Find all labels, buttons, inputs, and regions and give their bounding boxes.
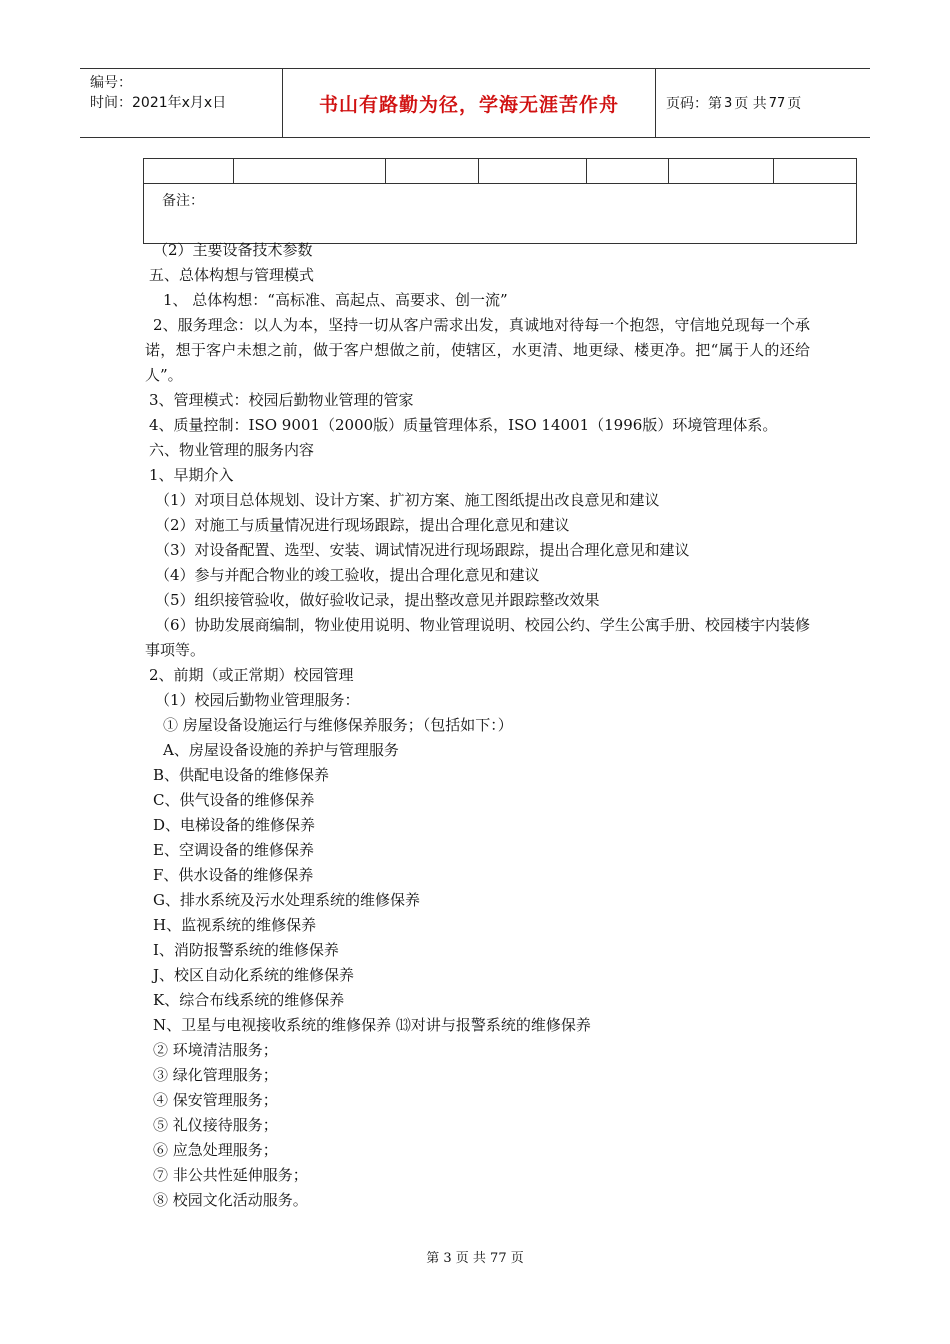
body-line: ② 环境清洁服务； (153, 1041, 278, 1059)
body-line: H、监视系统的维修保养 (153, 916, 317, 934)
equipment-table (143, 158, 857, 244)
body-line: 4、质量控制：ISO 9001（2000版）质量管理体系，ISO 14001（1996版）环境管理体系。 (149, 416, 778, 434)
body-line: （1）对项目总体规划、设计方案、扩初方案、施工图纸提出改良意见和建议 (155, 491, 660, 509)
body-line: K、综合布线系统的维修保养 (153, 991, 345, 1009)
table-cell (669, 159, 774, 184)
body-line: （1）校园后勤物业管理服务： (155, 691, 360, 709)
body-line: N、卫星与电视接收系统的维修保养 ⒀对讲与报警系统的维修保养 (153, 1016, 591, 1034)
body-line: 3、管理模式：校园后勤物业管理的管家 (149, 391, 414, 409)
table-note: 备注： (144, 184, 857, 244)
document-body (145, 238, 810, 1213)
body-line: C、供气设备的维修保养 (153, 791, 315, 809)
table-cell (144, 159, 234, 184)
body-line: ⑧ 校园文化活动服务。 (153, 1191, 308, 1209)
body-line: （4）参与并配合物业的竣工验收，提出合理化意见和建议 (155, 566, 540, 584)
body-line: 2、服务理念：以人为本，坚持一切从客户需求出发，真诚地对待每一个抱怨，守信地兑现每一个承诺，想于客户未想之前，做于客户想做之前，使辖区，水更清、地更绿、楼更净。把“属于人的还给人”。 (145, 316, 810, 384)
table-row (144, 184, 857, 244)
body-line: （5）组织接管验收，做好验收记录，提出整改意见并跟踪整改效果 (155, 591, 600, 609)
table-cell (774, 159, 857, 184)
page-suffix: 页 (787, 96, 802, 112)
table-cell (234, 159, 386, 184)
table-row (144, 159, 857, 184)
body-line: F、供水设备的维修保养 (153, 866, 314, 884)
document-number-label: 编号： (90, 75, 132, 91)
page-mid: 页 共 (734, 96, 767, 112)
body-line: ④ 保安管理服务； (153, 1091, 278, 1109)
body-line: B、供配电设备的维修保养 (153, 766, 330, 784)
page-prefix: 页码：第 (666, 96, 722, 112)
body-line: ⑤ 礼仪接待服务； (153, 1116, 278, 1134)
body-line: 五、总体构想与管理模式 (149, 266, 315, 284)
page-current: 3 (724, 95, 733, 111)
body-line: （2）对施工与质量情况进行现场跟踪，提出合理化意见和建议 (155, 516, 570, 534)
body-line: E、空调设备的维修保养 (153, 841, 314, 859)
body-line: ⑥ 应急处理服务； (153, 1141, 278, 1159)
body-line: 1、 总体构想：“高标准、高起点、高要求、创一流” (163, 291, 508, 309)
body-line: A、房屋设备设施的养护与管理服务 (163, 741, 399, 759)
document-date: 时间：2021年x月x日 (90, 95, 227, 111)
body-line: D、电梯设备的维修保养 (153, 816, 316, 834)
body-line: 2、前期（或正常期）校园管理 (149, 666, 354, 684)
body-line: 六、物业管理的服务内容 (149, 441, 315, 459)
body-line: （2）主要设备技术参数 (153, 241, 313, 259)
table-cell (587, 159, 669, 184)
body-line: J、校区自动化系统的维修保养 (153, 966, 355, 984)
body-line: 1、早期介入 (149, 466, 234, 484)
body-line: ① 房屋设备设施运行与维修保养服务；（包括如下：） (163, 716, 513, 734)
body-line: I、消防报警系统的维修保养 (153, 941, 339, 959)
body-line: ③ 绿化管理服务； (153, 1066, 278, 1084)
page-total: 77 (768, 95, 786, 111)
header-meta (80, 69, 283, 137)
header-page-info (656, 69, 870, 137)
table-cell (386, 159, 479, 184)
body-line: ⑦ 非公共性延伸服务； (153, 1166, 308, 1184)
body-line: （6）协助发展商编制，物业使用说明、物业管理说明、校园公约、学生公寓手册、校园楼宇内装修事项等。 (145, 616, 810, 659)
body-line: （3）对设备配置、选型、安装、调试情况进行现场跟踪，提出合理化意见和建议 (155, 541, 690, 559)
table-cell (479, 159, 587, 184)
page-footer: 第 3 页 共 77 页 (426, 1251, 524, 1266)
body-line: G、排水系统及污水处理系统的维修保养 (153, 891, 420, 909)
page-header (80, 68, 870, 138)
header-motto: 书山有路勤为径，学海无涯苦作舟 (283, 69, 656, 137)
